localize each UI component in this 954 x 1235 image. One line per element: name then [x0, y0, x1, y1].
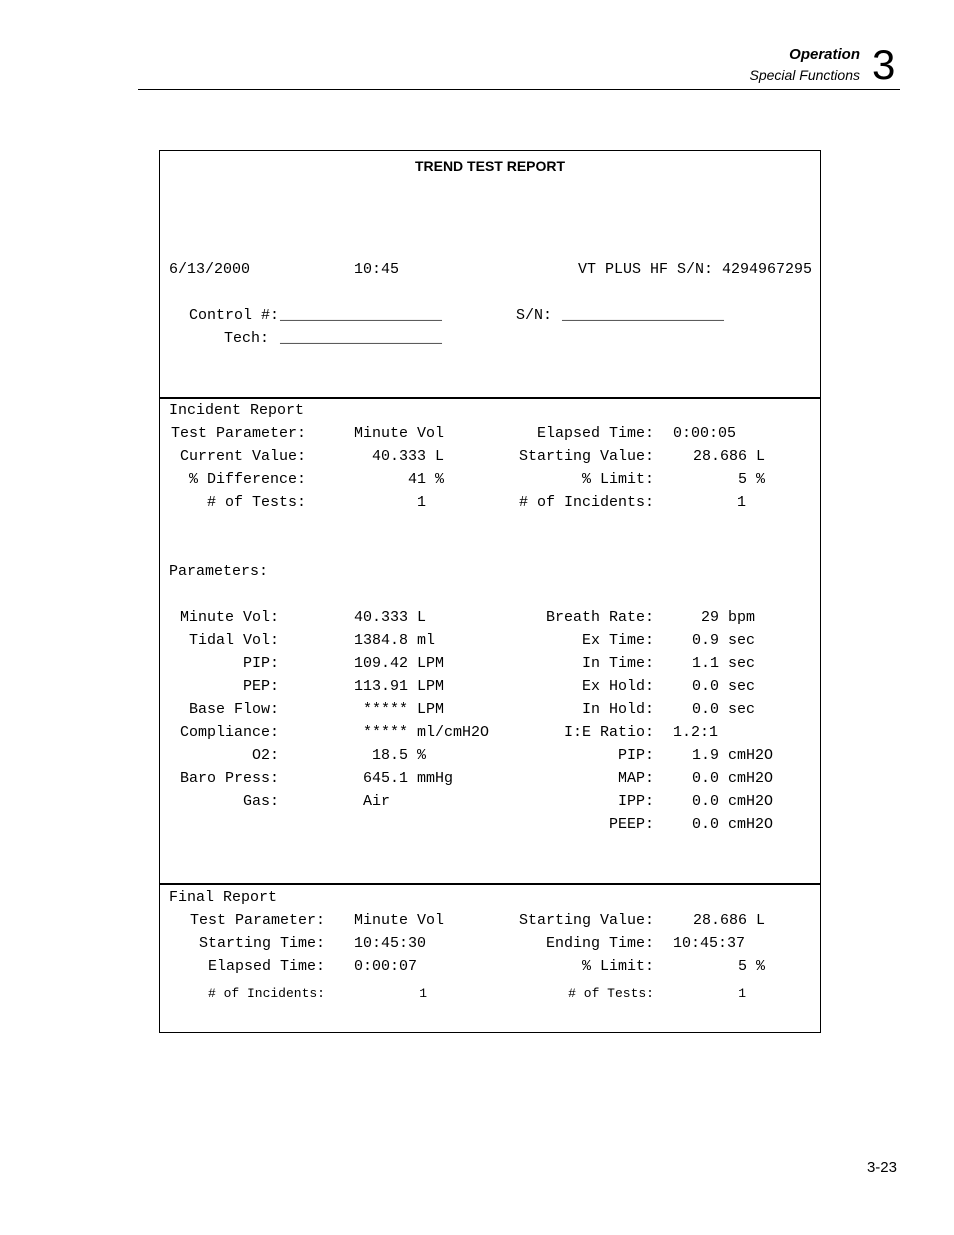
incident-value: 1 [736, 494, 746, 511]
parameters-heading: Parameters: [169, 563, 269, 580]
control-label: Control #: [188, 307, 279, 324]
incident-label: Starting Value: [518, 448, 654, 465]
incident-value: 28.686 L [692, 448, 765, 465]
final-value: 28.686 L [692, 912, 765, 929]
param-label: Ex Hold: [581, 678, 654, 695]
param-value: 0.0 cmH2O [692, 793, 774, 810]
param-value: 1.1 sec [692, 655, 756, 672]
incident-label: % Limit: [581, 471, 654, 488]
param-value: 18.5 % [372, 747, 427, 764]
final-value: 1 [419, 986, 427, 1001]
param-value: 0.0 cmH2O [692, 816, 774, 833]
report-date: 6/13/2000 [169, 261, 251, 278]
param-value: 29 bpm [701, 609, 756, 626]
tech-label: Tech: [223, 330, 269, 347]
final-label: Elapsed Time: [207, 958, 325, 975]
sn-label: S/N: [516, 307, 553, 324]
header-rule [138, 89, 900, 90]
incident-label: % Difference: [188, 471, 306, 488]
final-label: # of Tests: [568, 986, 654, 1001]
final-label: Starting Value: [518, 912, 654, 929]
final-value: Minute Vol [354, 912, 445, 929]
incident-label: Current Value: [179, 448, 306, 465]
incident-label: Elapsed Time: [536, 425, 654, 442]
param-value: 0.0 sec [692, 701, 756, 718]
param-label: In Hold: [581, 701, 654, 718]
control-blank: __________________ [280, 307, 443, 324]
final-label: # of Incidents: [207, 986, 325, 1001]
param-label: In Time: [581, 655, 654, 672]
param-value: 0.9 sec [692, 632, 756, 649]
report-time: 10:45 [354, 261, 400, 278]
final-heading: Final Report [169, 889, 278, 906]
final-label: % Limit: [581, 958, 654, 975]
trend-test-report [159, 150, 821, 1033]
section-divider [160, 397, 820, 399]
param-value: Air [363, 793, 391, 810]
incident-value: Minute Vol [353, 425, 444, 442]
param-value: 1.2:1 [673, 724, 719, 741]
param-label: PIP: [617, 747, 654, 764]
param-label: Gas: [242, 793, 279, 810]
param-value: 113.91 LPM [354, 678, 445, 695]
param-value: 0.0 sec [692, 678, 756, 695]
incident-value: 5 % [737, 471, 765, 488]
param-label: I:E Ratio: [563, 724, 654, 741]
incident-value: 40.333 L [371, 448, 444, 465]
device-serial: VT PLUS HF S/N: 4294967295 [577, 261, 812, 278]
param-value: 109.42 LPM [354, 655, 445, 672]
chapter-number: 3 [872, 41, 896, 88]
param-value: 1.9 cmH2O [692, 747, 774, 764]
section-title: Special Functions [749, 67, 860, 83]
final-value: 10:45:37 [673, 935, 746, 952]
chapter-title: Operation [789, 46, 860, 63]
tech-blank: __________________ [280, 330, 443, 347]
param-label: MAP: [617, 770, 654, 787]
param-label: PEP: [242, 678, 279, 695]
param-label: PEEP: [608, 816, 654, 833]
final-label: Ending Time: [545, 935, 654, 952]
param-label: Minute Vol: [179, 609, 279, 626]
incident-heading: Incident Report [169, 402, 305, 419]
incident-label: # of Tests: [206, 494, 306, 511]
final-label: Test Parameter: [189, 912, 325, 929]
report-title: TREND TEST REPORT [414, 158, 566, 174]
param-label: Baro Press: [179, 770, 279, 787]
final-value: 0:00:07 [354, 958, 418, 975]
param-label: Breath Rate: [545, 609, 654, 626]
param-label: O2: [251, 747, 279, 764]
param-value: 645.1 mmHg [363, 770, 454, 787]
incident-value: 1 [416, 494, 426, 511]
param-value: 40.333 L [354, 609, 427, 626]
final-value: 5 % [737, 958, 765, 975]
incident-value: 41 % [407, 471, 444, 488]
final-value: 1 [738, 986, 746, 1001]
param-label: Ex Time: [581, 632, 654, 649]
page-number: 3-23 [866, 1159, 897, 1176]
sn-blank: __________________ [562, 307, 725, 324]
param-label: IPP: [617, 793, 654, 810]
param-label: Tidal Vol: [188, 632, 279, 649]
final-label: Starting Time: [198, 935, 325, 952]
incident-label: Test Parameter: [170, 425, 306, 442]
param-value: 0.0 cmH2O [692, 770, 774, 787]
incident-label: # of Incidents: [518, 494, 654, 511]
incident-value: 0:00:05 [673, 425, 737, 442]
param-label: Compliance: [179, 724, 279, 741]
param-value: 1384.8 ml [354, 632, 436, 649]
param-label: Base Flow: [188, 701, 279, 718]
param-value: ***** ml/cmH2O [363, 724, 490, 741]
final-value: 10:45:30 [354, 935, 427, 952]
section-divider [160, 883, 820, 885]
param-value: ***** LPM [363, 701, 445, 718]
param-label: PIP: [242, 655, 279, 672]
